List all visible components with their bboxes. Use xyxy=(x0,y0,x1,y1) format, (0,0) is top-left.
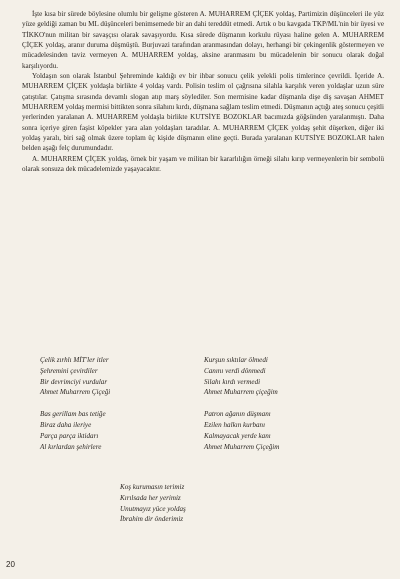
paragraph: Yoldaşın son olarak İstanbul Şehreminde kaldığı ev bir ihbar sonucu çelik yelekli polis timlerince çevrildi. İçeride A. MUHARREM ÇİÇEK yoldaşla birlikte 4 yoldaş vardı. Polisin teslim ol çağrısına silahla karşılık veren yoldaşlar uzun süre çatıştılar. Çatışma sırasında devamlı slogan atıp marş söylediler. Son mermisine kadar düşmanla dişe diş savaşan AHMET MUHARREM yoldaş mermisi bittikten sonra silahını kırdı, düşmana sağlam teslim etmedi. Düşmanın açtığı ateş sonucu çeşitli yerlerinden yaralanan A. MUHARREM yoldaşla birlikte KUTSİYE BOZOKLAR bacımızda göğsünden yaralanmıştı. Daha sonra içeriye giren faşist köpekler yara alan yoldaşları taradılar. A. MUHARREM ÇİÇEK yoldaş şehit düşerken, diğer iki yoldaş yaralı, biri sağ olmak üzere toplam üç kişide düşmanın eline geçti. Burada yaralanan KUTSİYE BOZOKLAR halen belden aşağı felç durumundadır. xyxy=(22,72,384,153)
poem-line: Biraz daha ileriye xyxy=(40,420,92,429)
poem-stanza xyxy=(40,409,110,452)
poem-line: Al kırlardan şehirlere xyxy=(40,442,102,451)
poem-line: Koş kurumasın terimiz xyxy=(120,483,185,491)
poem-line: Kurşun sıktılar ölmedi xyxy=(204,356,268,364)
poem-line: Patron ağanın düşmanı xyxy=(204,410,271,419)
page-number: 20 xyxy=(6,560,15,569)
poem-line: Unutmayız yüce yoldaş xyxy=(120,504,186,513)
poem-stanza xyxy=(40,355,110,398)
paragraph: A. MUHARREM ÇİÇEK yoldaş, örnek bir yaşam ve militan bir kararlılığın örneği silahı kırıp vermeyenlerin bir sembolü olarak sonsuza dek mücadelemizde yaşayacaktır. xyxy=(22,154,384,174)
poem-left-column xyxy=(40,355,110,463)
poem-line: Şehremini çevirdiler xyxy=(40,366,98,375)
poem-stanza xyxy=(204,355,279,398)
body-text xyxy=(22,9,384,175)
poem-line: İbrahim dir önderimiz xyxy=(120,515,184,524)
poem-line: Ahmet Muharrem Çiçeğim xyxy=(204,442,280,451)
poem-line: Çelik zırhlı MİT'ler itler xyxy=(40,356,109,364)
poem-line: Ahmet Muharrem çiçeğim xyxy=(204,388,278,397)
poem-line: Kalmayacak yerde kanı xyxy=(204,431,271,440)
poem-right-column xyxy=(204,355,279,463)
poem-line: Ezilen halkın kurbanı xyxy=(204,420,266,429)
poem-line: Bas gerillam bas tetiğe xyxy=(40,410,106,419)
poem-line: Parça parça iktidarı xyxy=(40,431,99,440)
poem-line: Silahı kırdı vermedi xyxy=(204,377,261,386)
poem-closing-stanza xyxy=(120,482,186,525)
poem-line: Kırılsada her yerimiz xyxy=(120,493,181,502)
paragraph: İşte kısa bir sürede böylesine olumlu bir gelişme gösteren A. MUHARREM ÇİÇEK yoldaş, Partimizin düşünceleri ile yüz yüze geldiği zaman bu ML düşünceleri benimsemede bir an dahi tereddüt etmedi. Artık o bu kavgada TKP/ML'nin bir üyesi ve TİKKO'nun militan bir savaşçısı olarak savaşıyordu. Kısa sürede düşmanın korkulu rüyası haline gelen A. MUHARREM ÇİÇEK yoldaş, aranır duruma düşmüştü. Burjuvazi tarafından aranmasından dolayı, herhangi bir çekingenlik göstermeyen ve mücadelesinden taviz vermeyen A. MUHARREM yoldaş, aksine aranmasını bu mücadelenin bir sonucu olarak doğal karşılıyordu. xyxy=(22,10,384,70)
poem-line: Bir devrimciyi vurdular xyxy=(40,377,108,386)
poem-stanza xyxy=(204,409,279,452)
poem-line: Ahmet Muharrem Çiçeği xyxy=(40,388,111,397)
poem-line: Canını verdi dönmedi xyxy=(204,366,266,375)
